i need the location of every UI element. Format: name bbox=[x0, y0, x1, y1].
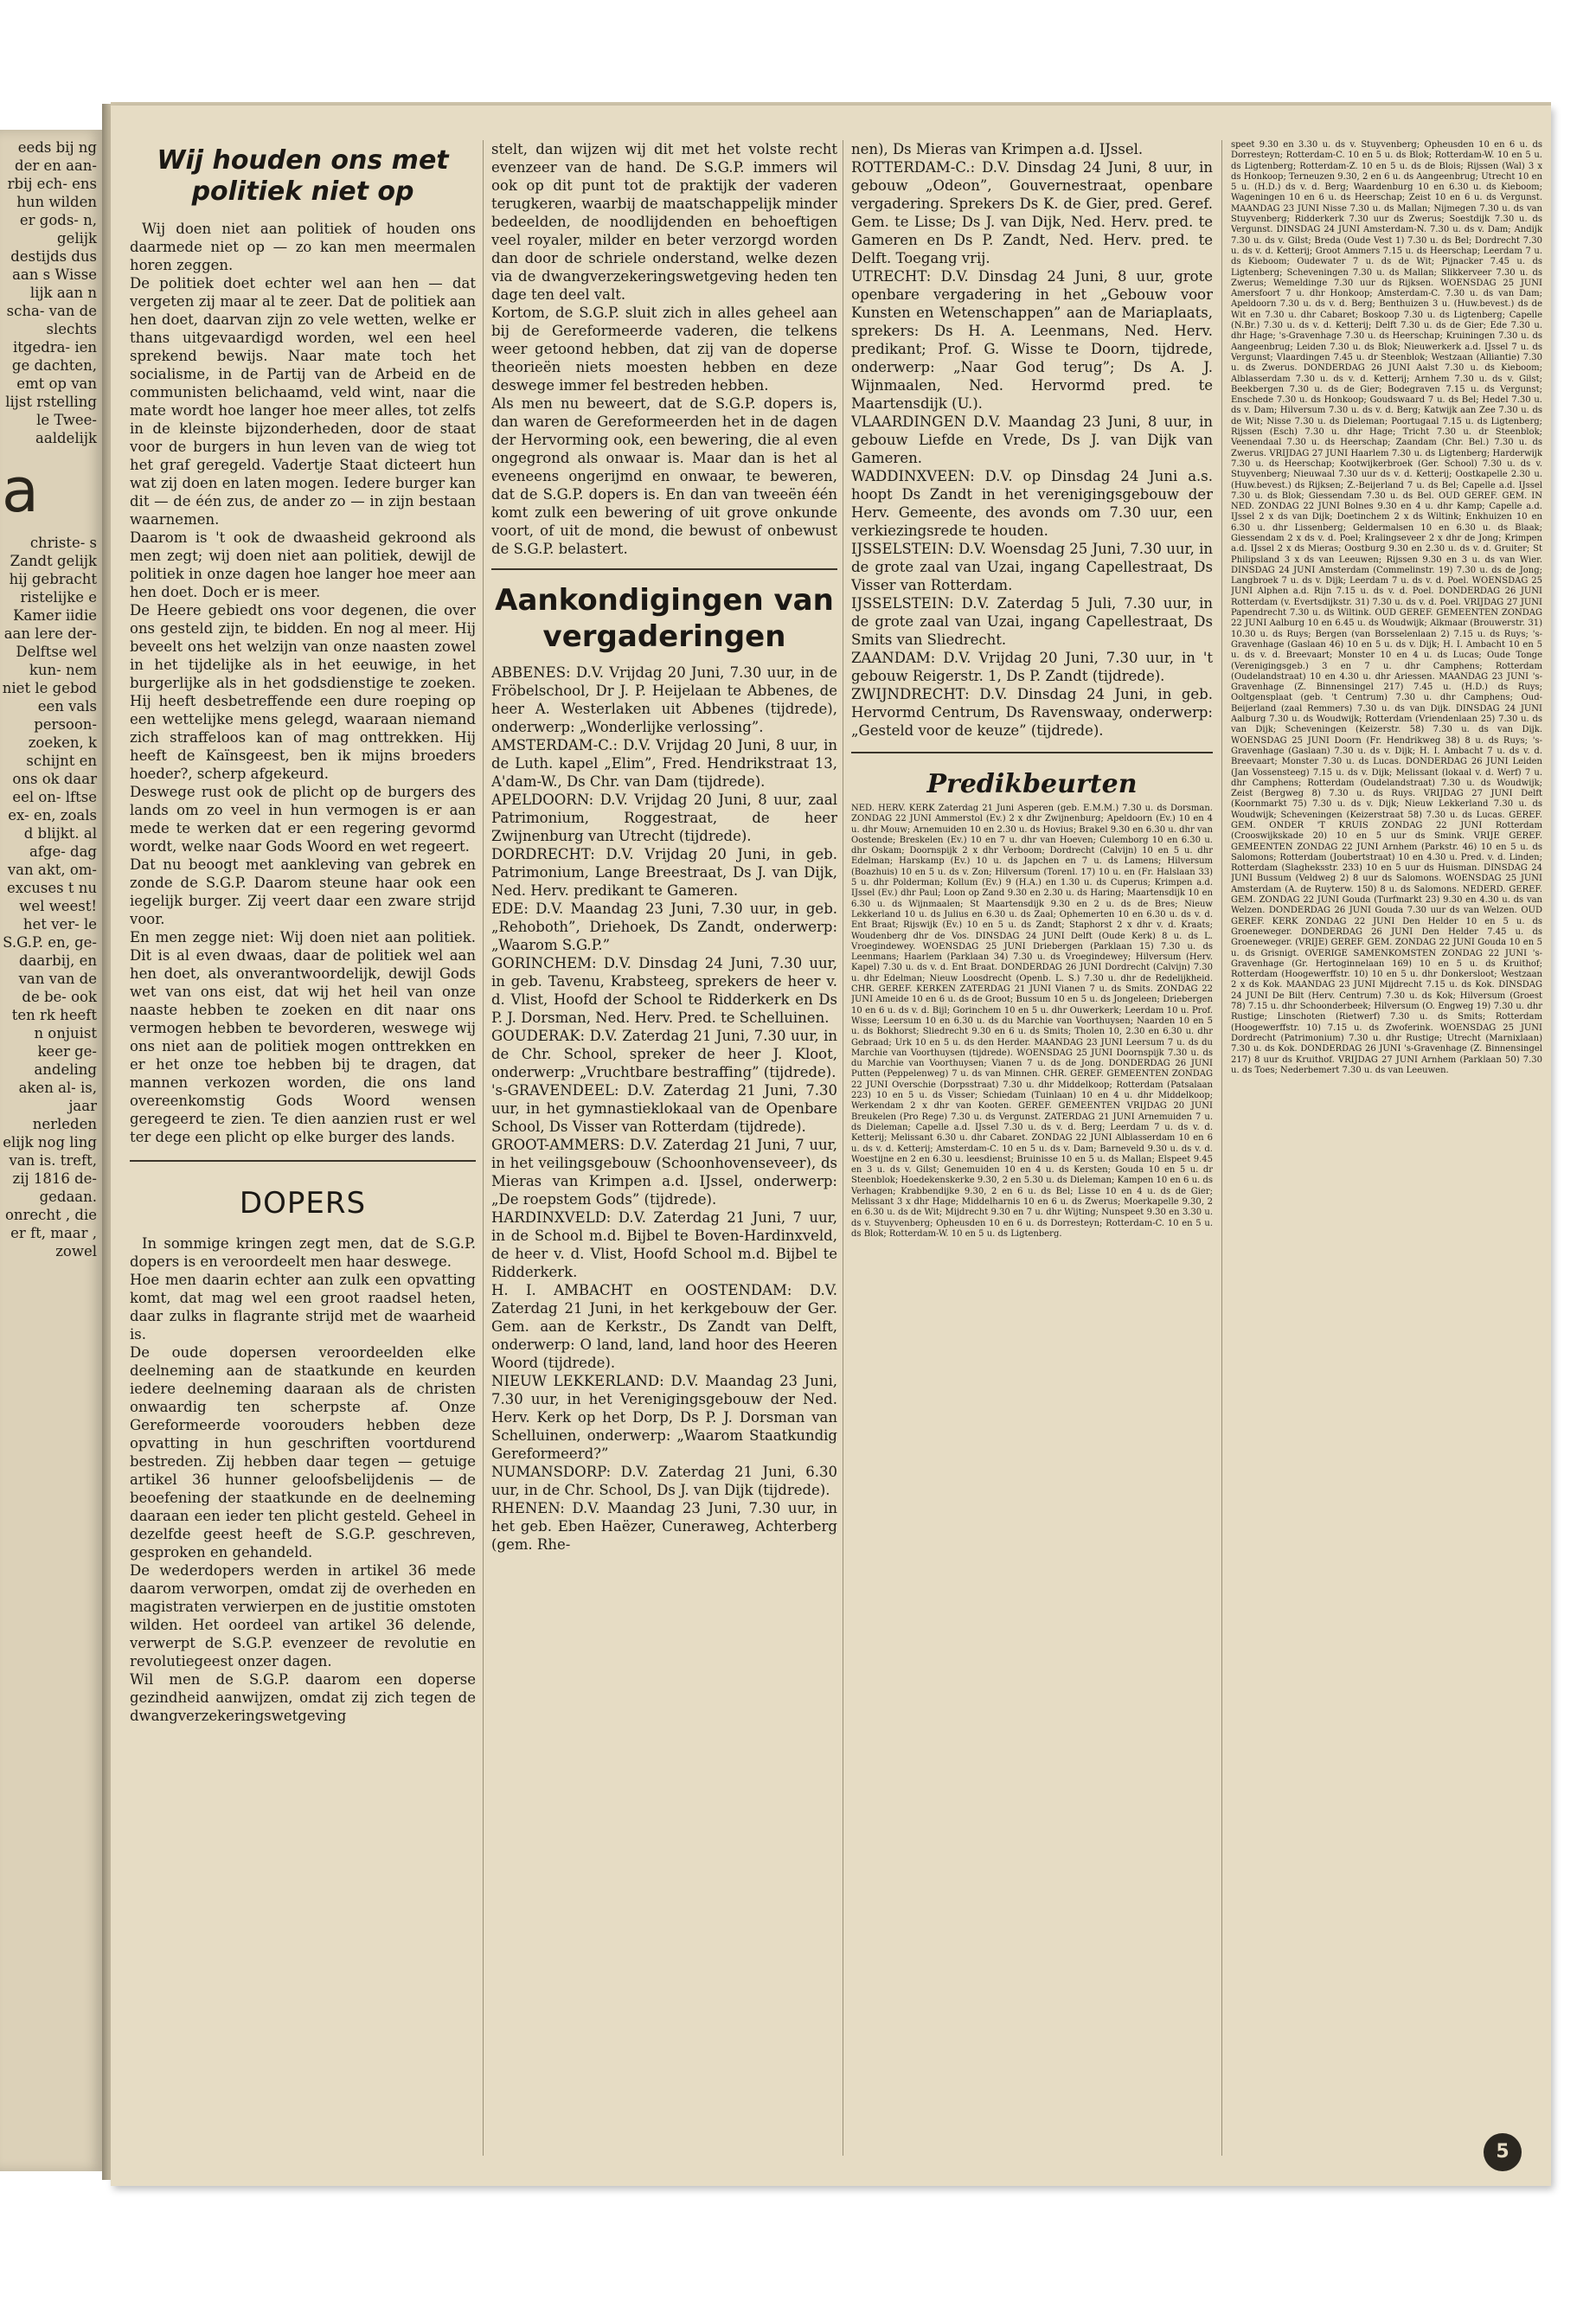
paragraph: De Heere gebiedt ons voor degenen, die over ons gesteld zijn, te bidden. En nog al meer. Hij beveelt ons het welzijn van onze naasten zowel in het tijdelijke als in het eeuwige, in het burgerlijke als in het godsdienstige te zoeken. Hij heeft desbetreffende een dure roeping op een wettelijke mens gelegd, waaraan niemand zich straffeloos kan of mag onttrekken. Hij heeft de Kaïnsgeest, ben ik mijns broeders hoeder?, scherp afgekeurd. bbox=[130, 602, 476, 782]
section-divider bbox=[130, 1160, 476, 1162]
announcement-item: nen), Ds Mieras van Krimpen a.d. IJssel. bbox=[851, 141, 1144, 157]
paragraph: En men zegge niet: Wij doen niet aan politiek. Dit is al even dwaas, daar de politiek wel aan hen doet, als onverantwoordelijk, dewijl Gods wet van ons eist, dat wij het heil van onze naaste hebben te zoeken en dit naar ons vermogen hebben te bevorderen, weswege wij ons niet aan de politiek mogen onttrekken en er het onze toe hebben bij te dragen, dat mannen verkozen worden, die ons land overeenkomstig Gods Woord wensen geregeerd te zien. Te dien aanzien rust er wel ter dege een plicht op elke burger des lands. bbox=[130, 929, 476, 1145]
predikbeurten-listing-continued: speet 9.30 en 3.30 u. ds v. Stuyvenberg; Opheusden 10 en 6 u. ds Dorresteyn; Rotterdam-C. 10 en 5 u. ds Blok; Rotterdam-W. 10 en 5 u. ds Ligtenberg; Rotterdam-Z. 10 en 5 u. ds de Blois; Rijssen (Wal) 3 x ds Honkoop; Terneuzen 9.30, 2 en 6 u. ds Aangeenbrug; Utrecht 10 en 5 u. (H.D.) ds v. d. Berg; Waardenburg 10 en 6.30 u. ds Kieboom; Wageningen 10 en 6 u. ds Heerschap; Zeist 10 en 6 u. ds Vergunst. MAANDAG 23 JUNI Nisse 7.30 u. ds Mallan; Nijmegen 7.30 u. ds van Stuyvenberg; Ridderkerk 7.30 uur ds Zwerus; Soestdijk 7.30 u. ds Vergunst. DINSDAG 24 JUNI Amsterdam-N. 7.30 u. ds v. Dam; Andijk 7.30 u. ds v. Gilst; Breda (Oude Vest 1) 7.30 u. ds Bel; Dordrecht 7.30 u. ds v. d. Ketterij; Groot Ammers 7.15 u. ds Heerschap; Leerdam 7 u. ds Kieboom; Oudewater 7 u. ds de Wit; Pijnacker 7.45 u. ds Ligtenberg; Scheveningen 7.30 u. ds Mallan; Slikkerveer 7.30 u. ds Zwerus; Wemeldinge 7.30 uur ds Rijksen. WOENSDAG 25 JUNI Amersfoort 7 u. dhr Honkoop; Amsterdam-C. 7.30 u. ds van Dam; Apeldoorn 7.30 u. ds v. d. Berg; Benthuizen 3 u. (Huw.bevest.) ds de Wit en 7.30 u. dhr Cabaret; Boskoop 7.30 u. ds Ligtenberg; Capelle (N.Br.) 7.30 u. ds v. d. Ketterij; Delft 7.30 u. ds de Gier; Ede 7.30 u. dhr Hage; 's-Gravenhage 7.30 u. ds Heerschap; Kruiningen 7.30 u. ds Aangeenbrug; Leiden 7.30 u. ds Blok; Nieuwerkerk a.d. IJssel 7 u. ds Vergunst; Vlaardingen 7.45 u. dr Steenblok; Westzaan (Alliantie) 7.30 u. ds Zwerus. DONDERDAG 26 JUNI Aalst 7.30 u. ds Kieboom; Alblasserdam 7.30 u. ds v. d. Ketterij; Arnhem 7.30 u. ds v. Gilst; Beekbergen 7.30 u. ds de Gier; Bodegraven 7.15 u. ds Vergunst; Enschede 7.30 u. ds Honkoop; Goudswaard 7 u. ds Bel; Hedel 7.30 u. ds v. Dam; Hilversum 7.30 u. ds v. d. Berg; Katwijk aan Zee 7.30 u. ds de Wit; Nisse 7.30 u. ds Dieleman; Poortugaal 7.15 u. ds Ligtenberg; Rijssen (Esch) 7.30 u. dhr Hage; Tricht 7.30 u. dr Steenblok; Veenendaal 7.30 u. ds Heerschap; Zaandam (Chr. Bel.) 7.30 u. ds Zwerus. VRIJDAG 27 JUNI Haarlem 7.30 u. ds Ligtenberg; Harderwijk 7.30 u. ds Heerschap; Kootwijkerbroek (Ger. School) 7.30 u. ds v. Stuyvenberg; Nieuwaal 7.30 uur ds v. d. Ketterij; Oostkapelle 2.30 u. (Huw.bevest.) ds Rijksen; Z.-Beijerland 7 u. ds Bel; Capelle a.d. IJssel 7.30 u. ds Blok; Giessendam 7.30 u. ds Bel. OUD GEREF. GEM. IN NED. ZONDAG 22 JUNI Bolnes 9.30 en 4 u. dhr Kamp; Capelle a.d. IJssel 2 x ds van Dijk; Doetinchem 2 x ds Wiltink; Enkhuizen 10 en 6.30 u. dhr Lissenberg; Geldermalsen 10 en 6.30 u. ds Blaak; Giessendam 2 x ds v. d. Poel; Kralingseveer 2 x dhr de Jong; Krimpen a.d. IJssel 2 x ds Mieras; Oostburg 9.30 en 2.30 u. ds v. d. Gruiter; St Philipsland 3 x ds van Leeuwen; Rijssen 9.30 en 3 u. ds van Wier. DINSDAG 24 JUNI Amsterdam (Commelinstr. 19) 7.30 u. ds de Jong; Langbroek 7 u. ds v. Dijk; Leerdam 7 u. ds v. d. Poel. WOENSDAG 25 JUNI Alphen a.d. Rijn 7.15 u. ds v. d. Poel. DONDERDAG 26 JUNI Rotterdam (v. Evertsdijkstr. 31) 7.30 u. ds v. d. Poel. VRIJDAG 27 JUNI Papendrecht 7.30 u. ds Wiltink. OUD GEREF. GEMEENTEN ZONDAG 22 JUNI Aalburg 10 en 6.45 u. ds Woudwijk; Alkmaar (Brouwerstr. 31) 10.30 u. ds Ruys; Bergen (van Borsselenlaan 2) 7.15 u. ds Ruys; 's-Gravenhage (Gaslaan 46) 10 en 5 u. ds v. Dijk; H. I. Ambacht 10 en 5 u. ds v. d. Breevaart; Monster 10 en 4 u. ds Lucas; Oude Tonge (Verenigingsgeb.) 3 en 7 u. dhr Camphens; Rotterdam (Oudelandstraat) 10 en 4.30 u. dhr Ariessen. MAANDAG 23 JUNI 's-Gravenhage (Z. Binnensingel 217) 7.45 u. (H.D.) ds Ruys; Ooltgensplaat (geb. 't Centrum) 7.30 u. dhr Camphens; Oud-Beijerland (zaal Remmers) 7.30 u. ds van Dijk. DINSDAG 24 JUNI Aalburg 7.30 u. ds Woudwijk; Rotterdam (Vriendenlaan 25) 7.30 u. ds van Dijk; Scheveningen (Keizerstr. 58) 7.30 u. ds van Dijk. WOENSDAG 25 JUNI Doorn (Fr. Hendrikweg 38) 8 u. ds Ruys; 's-Gravenhage (Gaslaan) 7.30 u. ds v. Dijk; H. I. Ambacht 7 u. ds v. d. Breevaart; Monster 7.30 u. ds Lucas. DONDERDAG 26 JUNI Leiden (Jan Vossensteeg) 7.15 u. ds v. Dijk; Melissant (lokaal v. d. Werf) 7 u. dhr Camphens; Rotterdam (Oudelandstraat) 7.30 u. ds Woudwijk; Zeist (Bergweg 8) 7.30 u. ds Ruys. VRIJDAG 27 JUNI Delft (Koornmarkt 75) 7.30 u. ds v. Dijk; Nieuw Lekkerland 7.30 u. ds Woudwijk; Scheveningen (Keizerstraat 58) 7.30 u. ds Lucas. GEREF. GEM. ONDER 'T KRUIS ZONDAG 22 JUNI Rotterdam (Crooswijkskade 20) 10 en 5 uur ds Smink. VRIJE GEREF. GEMEENTEN ZONDAG 22 JUNI Arnhem (Parkstr. 46) 10 en 5 u. ds Salomons; Rotterdam (Joubertstraat) 10 en 4.30 u. Pred. v. d. Linden; Rotterdam (Slagheksstr. 233) 10 en 5 uur ds Huisman. DINSDAG 24 JUNI Bussum (Veldweg 2) 8 uur ds Salomons. WOENSDAG 25 JUNI Amsterdam (A. de Ruyterw. 150) 8 u. ds Salomons. NEDERD. GEREF. GEM. ZONDAG 22 JUNI Gouda (Turfmarkt 23) 9.30 en 4.30 u. ds van Welzen. DONDERDAG 26 JUNI Gouda 7.30 uur ds van Welzen. OUD GEREF. KERK ZONDAG 22 JUNI Den Helder 10 en 5 u. ds Groeneweger. DONDERDAG 26 JUNI Den Helder 7.45 u. ds Groeneweger. (VRIJE) GEREF. GEM. ZONDAG 22 JUNI Gouda 10 en 5 u. ds Grisnigt. OVERIGE SAMENKOMSTEN ZONDAG 22 JUNI 's-Gravenhage (Gr. Hertoginnelaan 169) 10 en 5 u. ds Kruithof; Rotterdam (Hoogewerffstr. 10) 10 en 5 u. dhr Donkersloot; Westzaan 2 x ds Kok. MAANDAG 23 JUNI Mijdrecht 7.15 u. ds Kok. DINSDAG 24 JUNI De Bilt (Herv. Centrum) 7.30 u. ds Kok; Hilversum (Groest 78) 7.15 u. dhr Schoonderbeek; Hilversum (O. Engweg 19) 7.30 u. dhr Rustige; Linschoten (Rietwerf) 7.30 u. ds Smits; Rotterdam (Hoogewerffstr. 10) 7.15 u. ds Zwoferink. WOENSDAG 25 JUNI Dordrecht (Patrimonium) 7.30 u. dhr Rustige; Utrecht (Marnixlaan) 7.30 u. ds Kok. DONDERDAG 26 JUNI 's-Gravenhage (Z. Binnensingel 217) 8 uur ds Kruithof. VRIJDAG 27 JUNI Arnhem (Parklaan 50) 7.30 u. ds Toes; Nederbemert 7.30 u. ds van Leeuwen. bbox=[1231, 140, 1542, 1075]
announcement-item: ROTTERDAM-C.: D.V. Dinsdag 24 Juni, 8 uur, in gebouw „Odeon”, Gouvernestraat, openbare vergadering. Sprekers Ds K. de Gier, pred. Geref. Gem. te Lisse; Ds J. van Dijk, Ned. Herv. pred. te Gameren en Ds P. Zandt, Ned. Herv. pred. te Delft. Toegang vrij. bbox=[851, 159, 1213, 266]
paragraph: De politiek doet echter wel aan hen — dat vergeten zij maar al te zeer. Dat de politiek aan hen doet, daarvan zijn zo vele wetten, welke er thans uitgevaardigd worden, wel een heel sprekend bewijs. Naar mate toch het socialisme, in de Partij van de Arbeid en de communisten belichaamd, veld wint, naar die mate wordt hoe langer hoe meer alles, tot zelfs in de kleinste bijzonderheden, door de staat voor de burgers in hun leven van de wieg tot het graf geregeld. Vadertje Staat dicteert hun wat zij doen en laten mogen. Iedere burger kan dit — de één zus, de ander zo — in zijn bestaan waarnemen. bbox=[130, 275, 476, 528]
announcement-item: EDE: D.V. Maandag 23 Juni, 7.30 uur, in geb. „Rehoboth”, Driehoek, Ds Zandt, onderwerp: „Waarom S.G.P.” bbox=[491, 901, 837, 953]
announcement-item: WADDINXVEEN: D.V. op Dinsdag 24 Juni a.s. hoopt Ds Zandt in het verenigingsgebouw der Herv. Gemeente, des avonds om 7.30 uur, een verkiezingsrede te houden. bbox=[851, 468, 1213, 539]
announcement-item: IJSSELSTEIN: D.V. Woensdag 25 Juni, 7.30 uur, in de grote zaal van Uzai, ingang Capellestraat, Ds Visser van Rotterdam. bbox=[851, 541, 1213, 593]
announcement-item: AMSTERDAM-C.: D.V. Vrijdag 20 Juni, 8 uur, in de Luth. kapel „Elim”, Fred. Hendrikstraat 13, A'dam-W., Ds Chr. van Dam (tijdrede). bbox=[491, 737, 837, 790]
announcement-item: VLAARDINGEN D.V. Maandag 23 Juni, 8 uur, in gebouw Liefde en Vrede, Ds J. van Dijk van Gameren. bbox=[851, 413, 1213, 466]
paragraph: stelt, dan wijzen wij dit met het volste recht evenzeer van de hand. De S.G.P. immers wil ook op dit punt tot de praktijk der vaderen terugkeren, waarbij de maatschappelijk minder bedeelden, de noodlijdenden en behoeftigen veel royaler, milder en beter verzorgd worden dan door de schriele onderstand, welke dezen via de dwangverzekeringswetgeving heden ten dage ten deel valt. bbox=[491, 141, 837, 303]
announcement-item: GOUDERAK: D.V. Zaterdag 21 Juni, 7.30 uur, in de Chr. School, spreker de heer J. Kloot, onderwerp: „Vruchtbare bestraffing” (tijdrede). bbox=[491, 1028, 837, 1080]
paragraph: In sommige kringen zegt men, dat de S.G.P. dopers is en veroordeelt men haar deswege. bbox=[130, 1235, 476, 1270]
paragraph: Hoe men daarin echter aan zulk een opvatting komt, dat mag wel een groot raadsel heten, daar zulks in flagrante strijd met de waarheid is. bbox=[130, 1272, 476, 1343]
paragraph: De wederdopers werden in artikel 36 mede daarom verworpen, omdat zij de overheden en magistraten verwierpen en de justitie omstoten wilden. Het oordeel van artikel 36 delende, verwerpt de S.G.P. evenzeer de revolutie en revolutiegeest onzer dagen. bbox=[130, 1562, 476, 1670]
announcement-item: H. I. AMBACHT en OOSTENDAM: D.V. Zaterdag 21 Juni, in het kerkgebouw der Ger. Gem. aan de Kerkstr., Ds Zandt van Delft, onderwerp: O land, land, land hoor des Heeren Woord (tijdrede). bbox=[491, 1282, 837, 1371]
column-3 bbox=[851, 140, 1213, 2164]
previous-page-fragment-1: eeds bij ng der en aan- rbij ech- ens hun wilden er gods- n, gelijk destijds dus aan s Wisse lijk aan n scha- van de slechts itgedra- ien ge dachten, emt op van lijst rstelling le Twee- aaldelijk bbox=[5, 139, 97, 446]
paragraph: Dat nu beoogt met aankleving van gebrek en zonde de S.G.P. Daarom steune haar ook een iegelijk burger. Zij veert daar een zware strijd voor. bbox=[130, 856, 476, 927]
page-gutter bbox=[102, 104, 111, 2180]
announcement-item: GROOT-AMMERS: D.V. Zaterdag 21 Juni, 7 uur, in het veilingsgebouw (Schoonhovenseveer), ds Mieras van Krimpen a.d. IJssel, onderwerp: „De roepstem Gods” (tijdrede). bbox=[491, 1137, 837, 1208]
paragraph: Daarom is 't ook de dwaasheid gekroond als men zegt; wij doen niet aan politiek, dewijl de politiek in onze dagen hoe langer hoe meer aan hen doet. Doch er is meer. bbox=[130, 529, 476, 600]
announcement-item: NUMANSDORP: D.V. Zaterdag 21 Juni, 6.30 uur, in de Chr. School, Ds J. van Dijk (tijdrede). bbox=[491, 1464, 837, 1498]
newspaper-page bbox=[111, 106, 1551, 2186]
paragraph: Wij doen niet aan politiek of houden ons daarmede niet op — zo kan men meermalen horen zeggen. bbox=[130, 221, 476, 273]
announcement-item: UTRECHT: D.V. Dinsdag 24 Juni, 8 uur, grote openbare vergadering in het „Gebouw voor Kunsten en Wetenschappen” aan de Mariaplaats, sprekers: Ds H. A. Leenmans, Ned. Herv. predikant; Prof. G. Wisse te Doorn, tijdrede, onderwerp: „Naar God terug”; Ds A. J. Wijnmaalen, Ned. Hervormd pred. te Maartensdijk (U.). bbox=[851, 268, 1213, 412]
announcement-item: ABBENES: D.V. Vrijdag 20 Juni, 7.30 uur, in de Fröbelschool, Dr J. P. Heijelaan te Abbenes, de heer A. Westerlaken uit Abbenes (tijdrede), onderwerp: „Wonderlijke verlossing”. bbox=[491, 664, 837, 735]
article-title-dopers: DOPERS bbox=[239, 1186, 367, 1221]
section-divider bbox=[851, 752, 1213, 753]
announcement-item: HARDINXVELD: D.V. Zaterdag 21 Juni, 7 uur, in de School m.d. Bijbel te Boven-Hardinxveld, de heer v. d. Vlist, Hoofd School m.d. Bijbel te Ridderkerk. bbox=[491, 1209, 837, 1280]
announcement-item: ZAANDAM: D.V. Vrijdag 20 Juni, 7.30 uur, in 't gebouw Reigerstr. 1, Ds P. Zandt (tijdrede). bbox=[851, 650, 1213, 684]
announcement-item: APELDOORN: D.V. Vrijdag 20 Juni, 8 uur, zaal Patrimonium, Roggestraat, de heer Zwijnenburg van Utrecht (tijdrede). bbox=[491, 792, 837, 844]
previous-page-strip bbox=[0, 130, 104, 2171]
announcement-item: IJSSELSTEIN: D.V. Zaterdag 5 Juli, 7.30 uur, in de grote zaal van Uzai, ingang Capellestraat, Ds Smits van Sliedrecht. bbox=[851, 595, 1213, 648]
announcement-item: DORDRECHT: D.V. Vrijdag 20 Juni, in geb. Patrimonium, Lange Breestraat, Ds J. van Dijk, Ned. Herv. predikant te Gameren. bbox=[491, 846, 837, 899]
previous-page-big-letter: a bbox=[2, 455, 39, 526]
paragraph: Als men nu beweert, dat de S.G.P. dopers is, dan waren de Gereformeerden het in de dagen der Hervorming ook, een bewering, die al even ongegrond als onwaar is. Maar dan is het al eveneens ongerijmd en onwaar, te beweren, dat de S.G.P. dopers is. En dan van tweeën één komt zulk een bewering of uit grove onkunde voort, of uit de mond, die bewust of onbewust de S.G.P. belastert. bbox=[491, 395, 837, 557]
previous-page-fragment-2: christe- s Zandt gelijk hij gebracht ristelijke e Kamer iidie aan lere der- Delftse wel kun- nem niet le gebod een vals persoon- zoeken, k schijnt en ons ok daar eel on- lftse ex- en, zoals d blijkt. al afge- dag van akt, om- excuses t nu wel weest! het ver- le S.G.P. en, ge- daarbij, en van van de de be- ook ten rk heeft n onjuist keer ge- andeling aken al- is, jaar nerleden elijk nog ling van is. treft, zij 1816 de- gedaan. onrecht , die er ft, maar , zowel bbox=[2, 535, 97, 1259]
column-4 bbox=[1231, 140, 1542, 2164]
column-rule bbox=[483, 140, 484, 2156]
column-1 bbox=[130, 140, 476, 2164]
section-divider bbox=[491, 568, 837, 570]
paragraph: Deswege rust ook de plicht op de burgers des lands om zo veel in hun vermogen is er aan mede te werken dat er een regering gevormd wordt, welke naar Gods Woord en wet regeert. bbox=[130, 784, 476, 855]
previous-page-text bbox=[2, 138, 97, 1260]
page-number-badge: 5 bbox=[1484, 2133, 1522, 2171]
column-2 bbox=[491, 140, 837, 2164]
announcement-item: NIEUW LEKKERLAND: D.V. Maandag 23 Juni, 7.30 uur, in het Verenigingsgebouw der Ned. Herv. Kerk op het Dorp, Ds P. J. Dorsman van Schelluinen, onderwerp: „Waarom Staatkundig Gereformeerd?” bbox=[491, 1373, 837, 1462]
paragraph: De oude dopersen veroordeelden elke deelneming aan de staatkunde en keurden iedere deelneming daaraan als de christen onwaardig ten scherpste af. Onze Gereformeerde voorouders hebben deze opvatting in hun geschriften voortdurend bestreden. Zij hebben daar tegen — getuige artikel 36 hunner geloofsbelijdenis — de beoefening der staatkunde en de deelneming daaraan een ieder ten plicht gesteld. Geheel in dezelfde geest heeft de S.G.P. geschreven, gesproken en gehandeld. bbox=[130, 1344, 476, 1561]
predikbeurten-listing: NED. HERV. KERK Zaterdag 21 Juni Asperen (geb. E.M.M.) 7.30 u. ds Dorsman. ZONDAG 22 JUNI Ammerstol (Ev.) 2 x dhr Zwijnenburg; Apeldoorn (Ev.) 10 en 4 u. dhr Mouw; Arnemuiden 10 en 2.30 u. ds Hovius; Brakel 9.30 en 6.30 u. dhr van Oostende; Breskelen (Ev.) 10 en 7 u. dhr van Hoeven; Culemborg 10 en 6.30 u. dhr Oskam; Doornspijk 2 x dhr Verboom; Dordrecht (Calvijn) 10 en 5 u. dhr Edelman; Harskamp (Ev.) 10 u. ds Japchen en 7 u. ds Lamens; Hilversum (Boazhuis) 10 en 5 u. ds v. Zon; Hilversum (Torenl. 17) 10 u. en (Fr. Halslaan 33) 5 u. dhr Polderman; Kollum (Ev.) 9 (H.A.) en 1.30 u. ds Cuperus; Krimpen a.d. IJssel (Ev.) dhr Paul; Loon op Zand 9.30 en 2.30 u. ds Haring; Maartensdijk 10 en 6.30 u. ds Wijnmaalen; St Maartensdijk 9.30 en 2 u. ds de Bres; Nieuw Lekkerland 10 u. ds Julius en 6.30 u. ds Zaal; Ophemerten 10 en 6.30 u. ds v. d. Ent Braat; Rijswijk (Ev.) 10 en 5 u. ds Zandt; Staphorst 2 x dhr v. d. Kraats; Woudenberg dhr de Vos. DINSDAG 24 JUNI Delft (Oude Kerk) 8 u. ds L. Vroegindewey. WOENSDAG 25 JUNI Driebergen (Parklaan 15) 7.30 u. ds Leenmans; Haarlem (Parklaan 34) 7.30 u. ds Vroegindewey; Hilversum (Herv. Kapel) 7.30 u. ds v. d. Ent Braat. DONDERDAG 26 JUNI Dordrecht (Calvijn) 7.30 u. dhr Edelman; Nieuw Loosdrecht (Openb. L. S.) 7.30 u. dhr de Redelijkheid. CHR. GEREF. KERKEN ZATERDAG 21 JUNI Vianen 7 u. ds Smits. ZONDAG 22 JUNI Ameide 10 en 6 u. ds de Groot; Bussum 10 en 5 u. ds Jongeleen; Driebergen 10 en 6 u. ds v. d. Bijl; Gorinchem 10 en 5 u. dhr Ouwerkerk; Leerdam 10 u. Prof. Wisse; Leersum 10 en 6.30 u. ds du Marchie van Voorthuysen; Naarden 10 en 5 u. ds Bokhorst; Sliedrecht 9.30 en 6 u. ds Smits; Tholen 10, 2.30 en 6.30 u. dhr Gebraad; Urk 10 en 5 u. ds den Herder. MAANDAG 23 JUNI Leersum 7 u. ds du Marchie van Voorthuysen (tijdrede). WOENSDAG 25 JUNI Doornspijk 7.30 u. ds du Marchie van Voorthuysen; Vianen 7 u. ds de Jong. DONDERDAG 26 JUNI Putten (Peppelenweg) 7 u. ds van Minnen. CHR. GEREF. GEMEENTEN ZONDAG 22 JUNI Overschie (Dorpsstraat) 7.30 u. dhr Middelkoop; Rotterdam (Patsalaan 223) 10 en 5 u. ds Visser; Schiedam (Tuinlaan) 10 en 4 u. dhr Middelkoop; Werkendam 2 x dhr van Kooten. GEREF. GEMEENTEN VRIJDAG 20 JUNI Breukelen (Pro Rege) 7.30 u. ds Vergunst. ZATERDAG 21 JUNI Arnemuiden 7 u. ds Dieleman; Capelle a.d. IJssel 7.30 u. ds v. d. Berg; Leerdam 7 u. ds v. d. Ketterij; Melissant 6.30 u. dhr Cabaret. ZONDAG 22 JUNI Alblasserdam 10 en 6 u. ds v. d. Ketterij; Amsterdam-C. 10 en 5 u. ds v. Dam; Barneveld 9.30 u. ds v. d. Woestijne en 2 en 6.30 u. leesdienst; Bruinisse 10 en 5 u. ds Mallan; Elspeet 9.45 en 3 u. ds v. Gilst; Genemuiden 10 en 4 u. ds Kersten; Gouda 10 en 5 u. dr Steenblok; Hoedekenskerke 9.30, 2 en 5.30 u. ds Dieleman; Kampen 10 en 6 u. ds Verhagen; Krabbendijke 9.30, 2 en 6 u. ds Bel; Lisse 10 en 4 u. ds de Gier; Melissant 3 x dhr Hage; Middelharnis 10 en 6 u. ds Zwerus; Moerkapelle 9.30, 2 en 6.30 u. ds de Wit; Mijdrecht 9.30 en 7 u. dhr Wijting; Nunspeet 9.30 en 3.30 u. ds v. Stuyvenberg; Opheusden 10 en 6 u. ds Dorresteyn; Rotterdam-C. 10 en 5 u. ds Blok; Rotterdam-W. 10 en 5 u. ds Ligtenberg. bbox=[851, 804, 1213, 1239]
paragraph: Wil men de S.G.P. daarom een doperse gezindheid aanwijzen, omdat zij zich tegen de dwangverzekeringswetgeving bbox=[130, 1671, 476, 1724]
announcement-item: ZWIJNDRECHT: D.V. Dinsdag 24 Juni, in geb. Hervormd Centrum, Ds Ravenswaay, onderwerp: „Gesteld voor de keuze” (tijdrede). bbox=[851, 686, 1213, 739]
article-title-aankondigingen: Aankondigingen van vergaderingen bbox=[495, 583, 834, 654]
predikbeurten-title: Predikbeurten bbox=[926, 769, 1138, 799]
announcement-item: RHENEN: D.V. Maandag 23 Juni, 7.30 uur, in het geb. Eben Haëzer, Cuneraweg, Achterberg (gem. Rhe- bbox=[491, 1500, 837, 1553]
article-title-politiek: Wij houden ons met politiek niet op bbox=[157, 145, 449, 207]
announcement-item: GORINCHEM: D.V. Dinsdag 24 Juni, 7.30 uur, in geb. Tavenu, Krabsteeg, sprekers de heer v. d. Vlist, Hoofd der School te Ridderkerk en Ds P. J. Dorsman, Ned. Herv. Pred. te Schelluinen. bbox=[491, 955, 837, 1026]
announcement-item: 's-GRAVENDEEL: D.V. Zaterdag 21 Juni, 7.30 uur, in het gymnastieklokaal van de Openbare School, Ds Visser van Rotterdam (tijdrede). bbox=[491, 1082, 837, 1135]
paragraph: Kortom, de S.G.P. sluit zich in alles geheel aan bij de Gereformeerde vaderen, die telkens weer getoond hebben, dat zij van de doperse theorieën niets moesten hebben en deze deswege immer fel bestreden hebben. bbox=[491, 304, 837, 394]
column-rule bbox=[1221, 140, 1222, 2156]
